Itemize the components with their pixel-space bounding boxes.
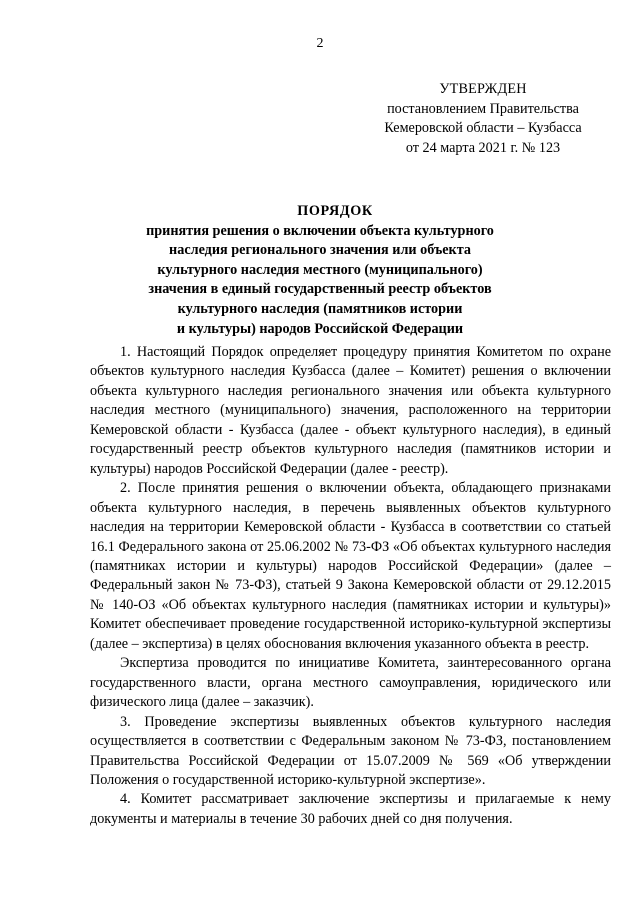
title-line: значения в единый государственный реестр объектов <box>148 281 492 298</box>
approval-heading: УТВЕРЖДЕН <box>439 81 527 97</box>
page-number: 2 <box>316 36 324 51</box>
paragraph-4: 4. Комитет рассматривает заключение экспертизы и прилагаемые к нему документы и материалы в течение 30 рабочих дней со дня получения. <box>90 791 611 827</box>
document-title: ПОРЯДОК <box>297 203 373 219</box>
document-body <box>90 343 611 829</box>
title-line: и культуры) народов Российской Федерации <box>176 320 464 337</box>
title-line: наследия регионального значения или объекта <box>169 242 471 259</box>
paragraph-2-continued: Экспертиза проводится по инициативе Комитета, заинтересованного органа государственного власти, органа местного самоуправления, юридического или физического лица (далее – заказчик). <box>90 655 611 711</box>
paragraph-3: 3. Проведение экспертизы выявленных объектов культурного наследия осуществляется в соответствии с Федеральным законом № 73-ФЗ, постановлением Правительства Российской Федерации от 15.07.2009 № 569 «Об утверждении Положения о государственной историко-культурной экспертизе». <box>90 713 611 788</box>
document-title-block <box>0 202 640 339</box>
title-line: культурного наследия (памятников истории <box>177 300 463 317</box>
approval-stamp-block <box>363 80 603 158</box>
approval-line: Кемеровской области – Кузбасса <box>384 120 582 137</box>
title-line: культурного наследия местного (муниципального) <box>157 261 483 278</box>
approval-line: постановлением Правительства <box>387 100 579 117</box>
approval-line: от 24 марта 2021 г. № 123 <box>405 139 561 156</box>
title-line: принятия решения о включении объекта культурного <box>146 222 494 239</box>
paragraph-1: 1. Настоящий Порядок определяет процедуру принятия Комитетом по охране объектов культурного наследия Кузбасса (далее – Комитет) решения о включении объекта культурного наследия регионального значения или объекта культурного наследия местного (муниципального) значения, расположенного на территории Кемеровской области - Кузбасса (далее - объект культурного наследия), в единый государственный реестр объектов культурного наследия (памятников истории и культуры) народов Российской Федерации (далее - реестр). <box>90 344 611 477</box>
paragraph-2: 2. После принятия решения о включении объекта, обладающего признаками объекта культурного наследия, в перечень выявленных объектов культурного наследия на территории Кемеровской области - Кузбасса в соответствии со статьей 16.1 Федерального закона от 25.06.2002 № 73-ФЗ «Об объектах культурного наследия (памятниках истории и культуры) народов Российской Федерации» (далее – Федеральный закон № 73-ФЗ), статьей 9 Закона Кемеровской области от 29.12.2015 № 140-ОЗ «Об объектах культурного наследия (памятниках истории и культуры)» Комитет обеспечивает проведение государственной историко-культурной экспертизы (далее – экспертиза) в целях обоснования включения указанного объекта в реестр. <box>90 480 611 652</box>
